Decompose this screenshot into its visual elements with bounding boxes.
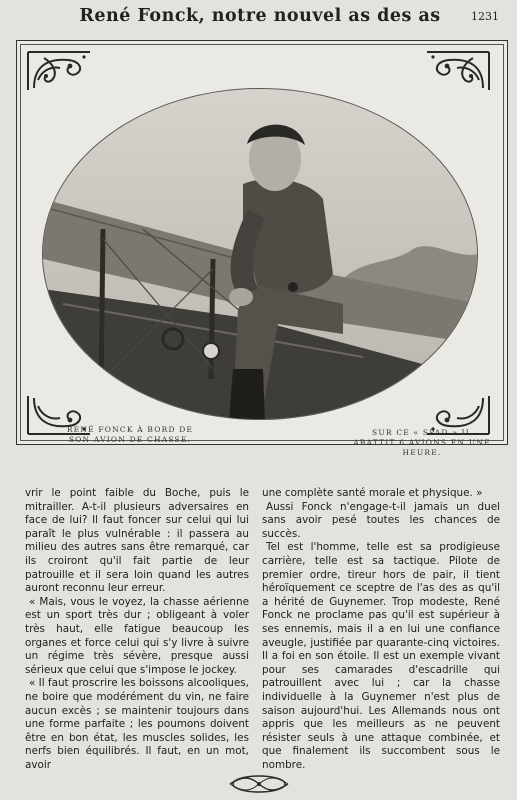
page-title: René Fonck, notre nouvel as des as xyxy=(79,6,441,26)
paragraph: « Il faut proscrire les boissons alcooliques, ne boire que modérément du vin, ne faire aucun excès ; se maintenir toujours dans une forme parfaite ; les poumons doivent être en bon état, les muscles solides, les nerfs bien équilibrés. Il faut, en un mot, avoir xyxy=(25,677,249,771)
photo-caption-left: RENÉ FONCK À BORD DE SON AVION DE CHASSE. xyxy=(66,425,194,444)
colophon-ornament-icon xyxy=(228,772,290,796)
page-number: 1231 xyxy=(471,10,499,23)
paragraph: vrir le point faible du Boche, puis le mitrailler. A-t-il plusieurs adversaires en face de lui? Il faut foncer sur celui qui lui paraît le plus vulnérable : il passera au milieu des autres sans être remarqué, car ils croiront qu'il fait partie de leur patrouille et il sera loin quand les autres auront reconnu leur erreur. xyxy=(25,487,249,595)
pilot-photograph xyxy=(42,88,478,420)
corner-ornament-top-right-icon xyxy=(423,48,493,94)
paragraph: Tel est l'homme, telle est sa prodigieuse carrière, telle est sa tactique. Pilote de premier ordre, tireur hors de pair, il tient héroïquement ce sceptre de l'as des as qu'il a hérité de Guynemer. Trop modeste, René Fonck ne proclame pas qu'il est supérieur à ses ennemis, mais il a en lui une confiance aveugle, justifiée par quarante-cinq victoires. Il a foi en son étoile. Il est un exemple vivant pour ses camarades d'escadrille qui patrouillent avec lui ; car la chasse individuelle à la Guynemer n'est plus de saison aujourd'hui. Les Allemands nous ont appris que les meilleurs as ne peuvent résister seuls à une attaque combinée, et que finalement ils succombent sous le nombre. xyxy=(262,541,500,771)
photo-caption-right: SUR CE « SPAD » IL ABATTIT 6 AVIONS EN UNE HEURE. xyxy=(353,428,491,457)
article-column-left xyxy=(25,487,249,772)
paragraph: « Mais, vous le voyez, la chasse aérienne est un sport très dur ; obligeant à voler très haut, elle fatigue beaucoup les organes et force celui qui s'y livre à suivre un régime très sévère, presque aussi sérieux que celui que s'impose le jockey. xyxy=(25,595,249,676)
corner-ornament-top-left-icon xyxy=(24,48,94,94)
paragraph: Aussi Fonck n'engage-t-il jamais un duel sans avoir pesé toutes les chances de succès. xyxy=(262,500,500,540)
paragraph: une complète santé morale et physique. » xyxy=(262,487,483,499)
article-column-right xyxy=(262,487,500,772)
photo-illustration-icon xyxy=(43,89,478,420)
